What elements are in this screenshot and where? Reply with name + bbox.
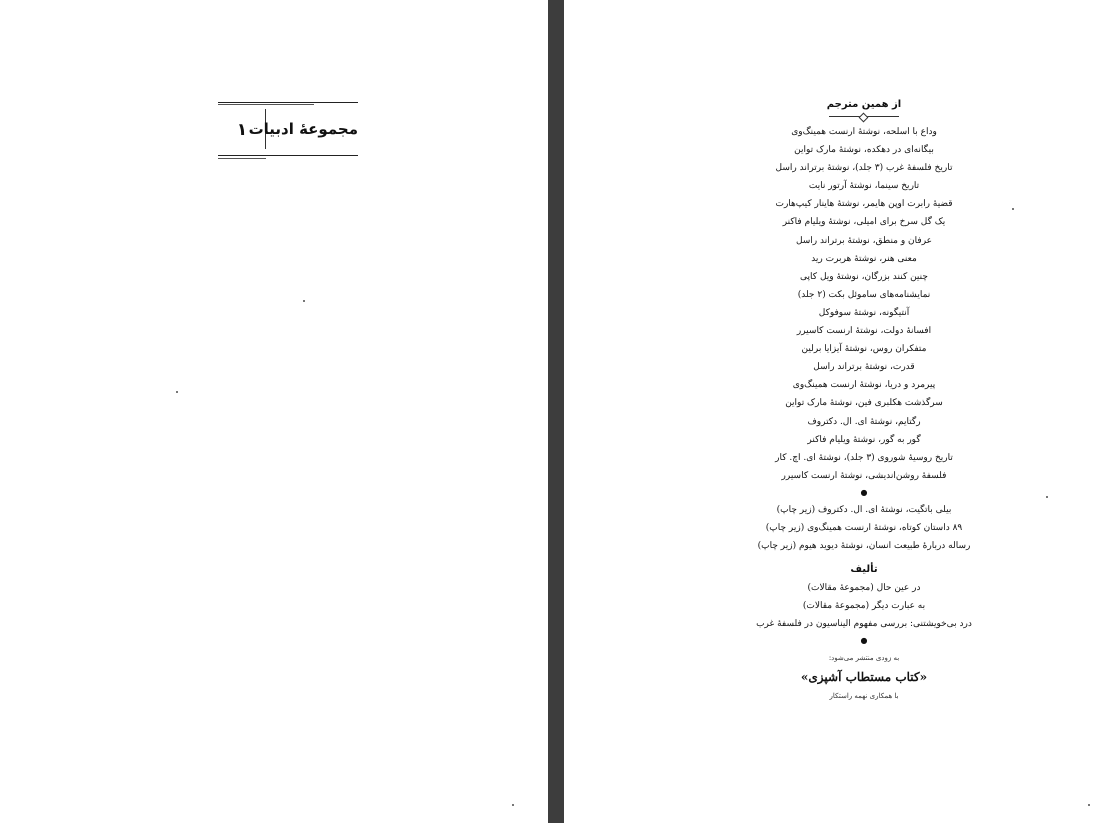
list-heading: از همین مترجم: [826, 99, 902, 110]
scan-speck: [512, 804, 514, 806]
top-rule-thin: [218, 104, 314, 105]
list-item: تاریخ روسیهٔ شوروی (۳ جلد)، نوشتهٔ ای. اچ. کار: [775, 452, 953, 463]
authored-list: [714, 579, 1014, 633]
list-item: افسانهٔ دولت، نوشتهٔ ارنست کاسیرر: [796, 326, 932, 337]
list-item: در عین حال (مجموعهٔ مقالات): [807, 583, 921, 594]
list-item: گور به گور، نوشتهٔ ویلیام فاکنر: [807, 434, 921, 445]
scan-speck: [303, 300, 305, 302]
list-item: ۸۹ داستان کوتاه، نوشتهٔ ارنست همینگ‌وی (زیر چاپ): [765, 522, 963, 533]
list-item: یک گل سرخ برای امیلی، نوشتهٔ ویلیام فاکنر: [782, 217, 946, 228]
authored-heading: تألیف: [850, 564, 878, 576]
left-page: [0, 0, 548, 823]
list-item: فلسفهٔ روشن‌اندیشی، نوشتهٔ ارنست کاسیرر: [781, 470, 947, 481]
list-item: به عبارت دیگر (مجموعهٔ مقالات): [802, 601, 926, 612]
book-list: [714, 96, 1014, 705]
coming-soon-title: «کتاب مستطاب آشپزی»: [800, 670, 928, 685]
list-item: عرفان و منطق، نوشتهٔ برتراند راسل: [795, 235, 933, 246]
list-item: رساله دربارهٔ طبیعت انسان، نوشتهٔ دیوید هیوم (زیر چاپ): [757, 541, 971, 552]
list-item: نمایشنامه‌های ساموئل بکت (۲ جلد): [797, 289, 931, 300]
list-item: معنی هنر، نوشتهٔ هربرت رید: [811, 253, 917, 264]
book-gutter: [548, 0, 564, 823]
scan-speck: [1088, 804, 1090, 806]
list-item: قدرت، نوشتهٔ برتراند راسل: [813, 362, 915, 373]
list-item: متفکران روس، نوشتهٔ آیزایا برلین: [801, 344, 927, 355]
list-item: پیرمرد و دریا، نوشتهٔ ارنست همینگ‌وی: [792, 380, 936, 391]
list-item: بیلی باتگیت، نوشتهٔ ای. ال. دکتروف (زیر چاپ): [776, 504, 952, 515]
list-item: قضیهٔ رابرت اوپن هایمر، نوشتهٔ هاینار کیپ‌هارت: [775, 199, 953, 210]
list-item: وداع با اسلحه، نوشتهٔ ارنست همینگ‌وی: [791, 127, 937, 137]
scan-speck: [1046, 496, 1048, 498]
list-item: رگتایم، نوشتهٔ ای. ال. دکتروف: [807, 416, 921, 427]
coming-soon-credit: با همکاری نهمه راستکار: [829, 692, 899, 701]
list-item: درد بی‌خویشتنی: بررسی مفهوم الیناسیون در فلسفهٔ غرب: [756, 619, 972, 630]
list-item: بیگانه‌ای در دهکده، نوشتهٔ مارک تواین: [794, 145, 934, 156]
list-item: تاریخ فلسفهٔ غرب (۳ جلد)، نوشتهٔ برتراند راسل: [775, 163, 953, 174]
list-item: تاریخ سینما، نوشتهٔ آرتور نایت: [808, 181, 920, 192]
bottom-rule-thin: [218, 158, 266, 159]
scan-speck: [1012, 208, 1014, 210]
series-box: [218, 102, 358, 160]
forthcoming-list: [714, 501, 1014, 555]
list-item: سرگذشت هکلبری فین، نوشتهٔ مارک تواین: [785, 398, 943, 409]
scan-speck: [176, 391, 178, 393]
series-title: مجموعهٔ ادبیات: [248, 120, 358, 138]
section-bullet: ●: [860, 487, 868, 497]
list-item: آنتیگونه، نوشتهٔ سوفوکل: [818, 307, 910, 318]
list-item: چنین کنند بزرگان، نوشتهٔ ویل کاپی: [800, 271, 928, 282]
right-page: [564, 0, 1108, 823]
top-rule: [218, 102, 358, 103]
section-bullet: ●: [860, 636, 868, 646]
heading-ornament: [829, 116, 899, 117]
series-number: ۱: [236, 120, 248, 140]
bottom-rule: [218, 155, 358, 156]
translations-list: [714, 123, 1014, 485]
coming-soon-label: به زودی منتشر می‌شود:: [828, 654, 900, 663]
